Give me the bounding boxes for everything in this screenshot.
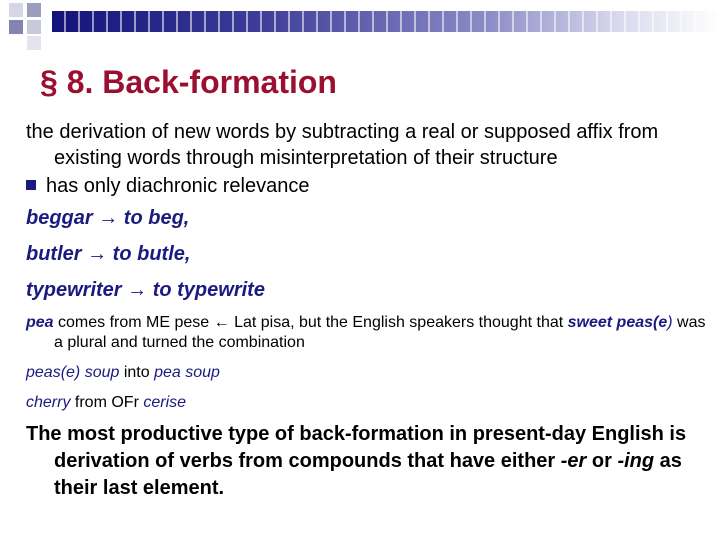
pea-text-1: comes from ME pese ← Lat pisa, but the English speakers thought that [53,314,568,331]
sweet-peas-term-close: ) [667,314,673,331]
decor-square [9,3,23,17]
header-banner-pattern [52,11,720,32]
example-line: beggar → to beg, [26,207,190,229]
decor-square [27,3,41,17]
decor-square [9,20,23,34]
pea-text-2: was a plural and turned the combination [54,314,706,351]
cherry-word: cherry [26,394,71,411]
conclusion-mid: or [586,450,618,472]
slide-body [26,119,706,502]
definition-text: the derivation of new words by subtracting a real or supposed affix from existing words through misinterpretation of their structure [26,121,659,169]
bullet-item [26,173,706,199]
soup-line [26,363,706,383]
example-line: typewriter → to typewrite [26,279,265,301]
square-bullet-icon [26,180,36,190]
cherry-source: cerise [143,394,187,411]
soup-from: peas(e) soup [26,364,120,381]
suffix-ing: -ing [617,450,655,472]
bullet-text: has only diachronic relevance [46,175,310,197]
conclusion-text [26,421,706,502]
example-line: butler → to butle, [26,243,191,265]
cherry-mid: from OFr [70,394,144,411]
soup-mid: into [119,364,155,381]
slide-title: § 8. Back-formation [40,64,337,100]
soup-to: pea soup [154,364,220,381]
cherry-line [26,393,706,413]
sweet-peas-term: sweet peas(e [567,314,668,331]
pea-etymology-note [26,313,706,353]
decor-square [27,20,41,34]
suffix-er: -er [560,450,587,472]
pea-word: pea [26,314,54,331]
decor-square [27,36,41,50]
conclusion-part-1: The most productive type of back-formation in present-day English is derivation of verbs from compounds that have either [26,423,687,472]
conclusion-part-2: as their last element. [54,450,682,499]
